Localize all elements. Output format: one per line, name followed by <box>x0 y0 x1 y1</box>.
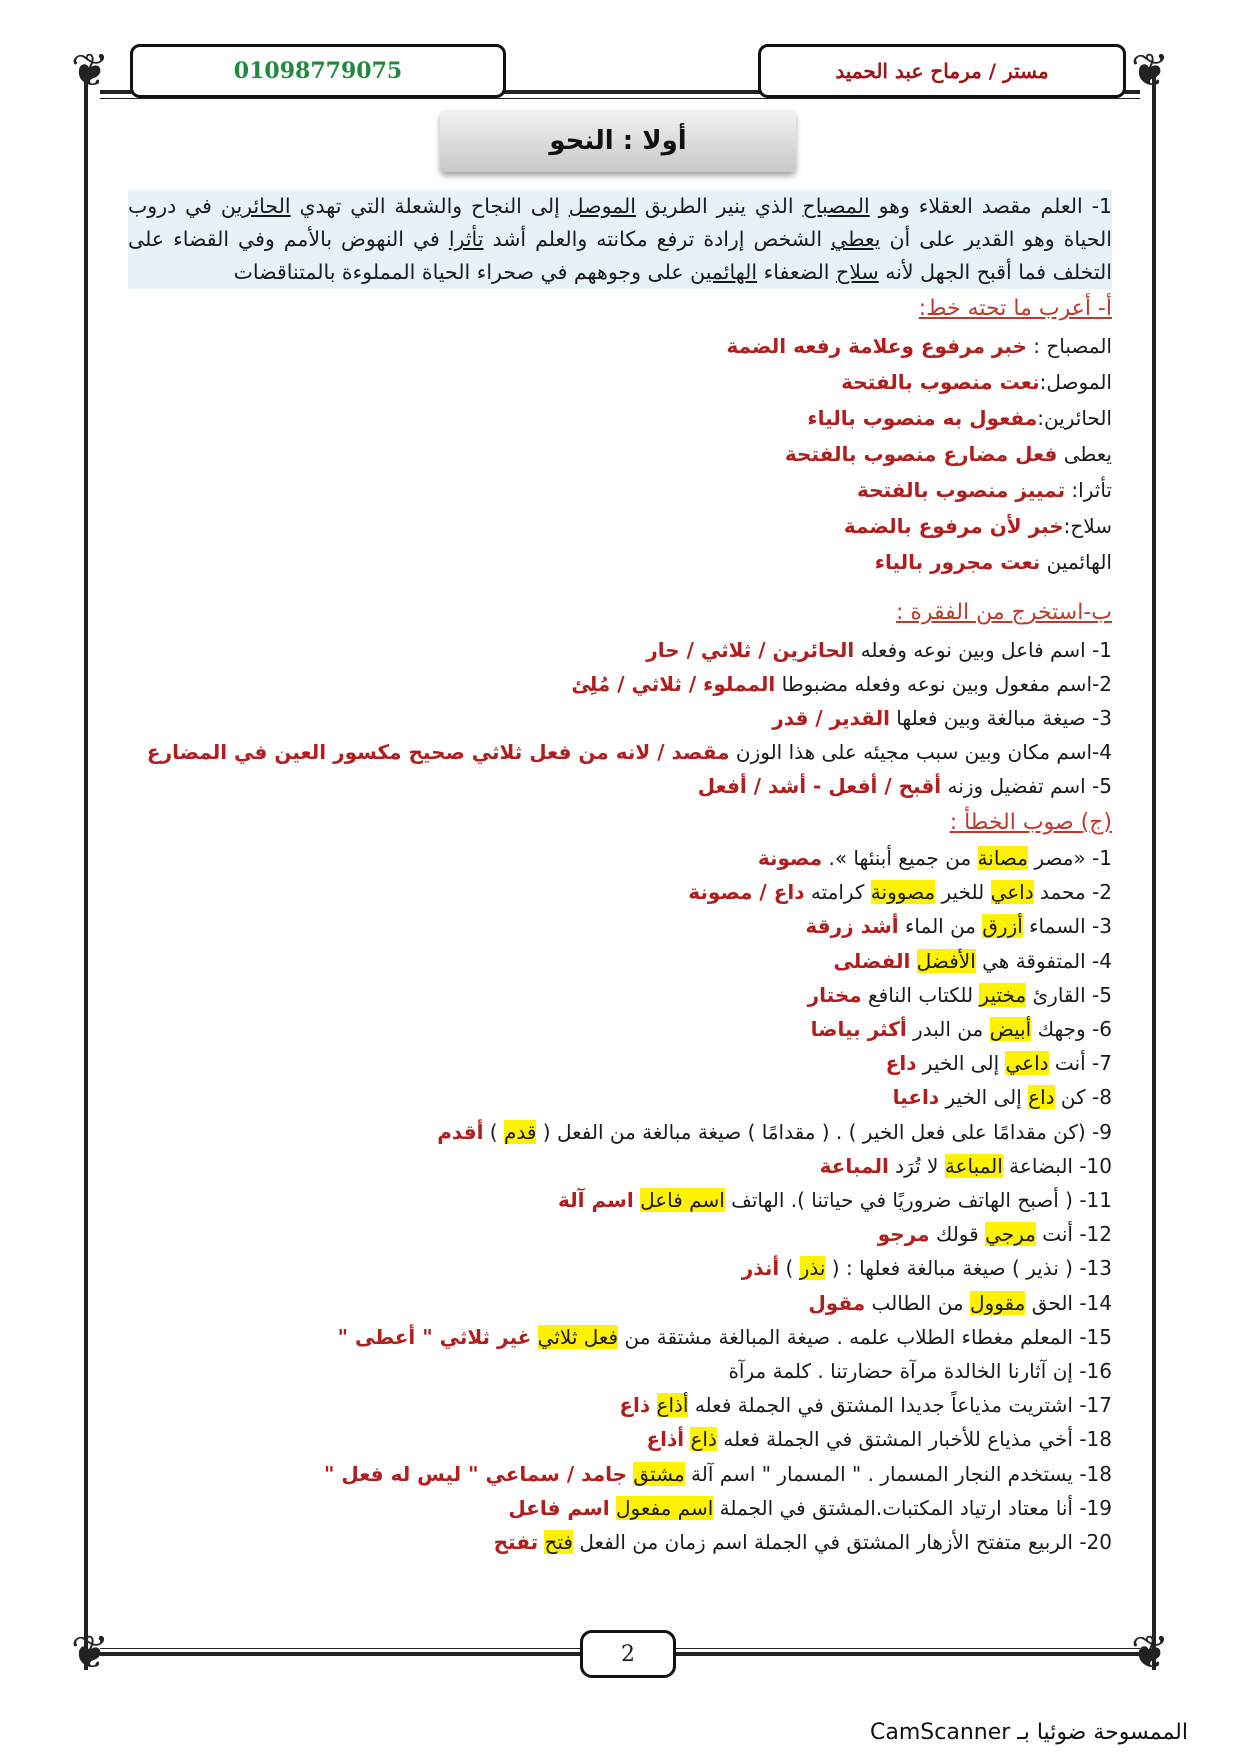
highlighted-word: اسم فاعل <box>640 1188 725 1212</box>
ornament-corner-icon: ❦ <box>70 1625 110 1679</box>
correction-text <box>650 1393 656 1417</box>
correction-text: من جميع أبنئها ». <box>822 846 978 870</box>
frame-top-inner-border <box>100 98 1140 99</box>
extract-item <box>128 634 1112 666</box>
highlighted-word: الأفضل <box>916 948 976 973</box>
correction-text: للكتاب النافع <box>861 982 980 1007</box>
section-c-heading: (ج) صوب الخطأ : <box>949 810 1112 835</box>
correction-text: 20- الربيع متفتح الأزهار المشتق في الجملة اسم زمان من الفعل <box>572 1530 1112 1554</box>
correction-text: 15- المعلم مغطاء الطلاب علمه . صيغة المبالغة مشتقة من <box>618 1324 1112 1349</box>
correction-item <box>128 1116 1112 1148</box>
correction-text: 18- يستخدم النجار المسمار . " المسمار " اسم آلة <box>684 1461 1112 1486</box>
correction-item <box>128 1526 1112 1558</box>
extract-answer: الحائرين / ثلاثي / حار <box>646 638 855 662</box>
underlined-word: المصباح <box>802 194 870 218</box>
correction-answer: أقدم <box>437 1119 484 1144</box>
ornament-corner-icon: ❦ <box>70 43 110 97</box>
correction-item <box>128 1218 1112 1250</box>
correction-answer: داع <box>885 1051 917 1076</box>
highlighted-word: أزرق <box>982 914 1023 939</box>
extract-item <box>128 770 1112 802</box>
extract-question: 2-اسم مفعول وبين نوعه وفعله مضبوطا <box>775 672 1112 696</box>
highlighted-word: قدم <box>503 1119 537 1144</box>
correction-item <box>128 1389 1112 1421</box>
highlighted-word: أذاع <box>656 1393 689 1418</box>
parse-answer: خبر لأن مرفوع بالضمة <box>843 514 1064 538</box>
parse-word: الموصل: <box>1039 370 1112 394</box>
parse-item <box>128 402 1112 434</box>
correction-text: 17- اشتريت مذياعاً جديدا المشتق في الجملة فعله <box>688 1393 1112 1418</box>
underlined-word: سلاح <box>836 260 879 284</box>
parse-word: سلاح: <box>1063 514 1112 538</box>
highlighted-word: اسم مفعول <box>615 1495 714 1520</box>
section-a-heading: أ- أعرب ما تحته خط: <box>918 296 1112 321</box>
correction-text: 13- ( نذير ) صيغة مبالغة فعلها : ( <box>825 1256 1112 1281</box>
underlined-word: الحائرين <box>220 194 291 218</box>
correction-item <box>128 1492 1112 1524</box>
correction-answer: الفضلى <box>833 948 911 973</box>
parse-item <box>128 438 1112 470</box>
highlighted-word: المباعة <box>944 1153 1003 1178</box>
correction-answer: اسم آلة <box>558 1188 634 1212</box>
page-title-text: أولا : النحو <box>549 126 687 156</box>
highlighted-word: فتح <box>544 1530 573 1554</box>
scanner-watermark: الممسوحة ضوئيا بـ CamScanner <box>870 1720 1188 1745</box>
parse-item <box>128 474 1112 506</box>
correction-item <box>128 979 1112 1011</box>
correction-answer: أذاع <box>646 1427 685 1452</box>
correction-text: 4- المتفوقة هي <box>975 948 1112 973</box>
correction-text: ) <box>483 1119 504 1144</box>
extract-question: 3- صيغة مبالغة وبين فعلها <box>889 706 1112 730</box>
highlighted-word: داع <box>1028 1085 1055 1110</box>
extract-item <box>128 668 1112 700</box>
extract-item <box>128 702 1112 734</box>
frame-right-border <box>1152 70 1156 1670</box>
correction-text: كرامته <box>804 880 871 905</box>
correction-item <box>128 945 1112 977</box>
parse-answer: تمييز منصوب بالفتحة <box>856 478 1066 502</box>
highlighted-word: مصوونة <box>870 880 936 905</box>
correction-text: 3- السماء <box>1022 914 1112 939</box>
correction-text: من البدر <box>906 1017 990 1041</box>
extract-question: 1- اسم فاعل وبين نوعه وفعله <box>854 638 1112 662</box>
correction-text: 1- «مصر <box>1028 846 1112 870</box>
correction-answer: غير ثلاثي " أعطى " <box>337 1324 532 1349</box>
underlined-word: الموصل <box>568 194 636 218</box>
phone-box <box>130 44 506 98</box>
parse-word: تأثرا: <box>1065 478 1112 502</box>
passage-text: الضعفاء <box>757 260 837 284</box>
correction-answer: أكثر بياضا <box>810 1017 907 1041</box>
correction-text: 14- الحق <box>1025 1290 1112 1315</box>
extract-item <box>128 736 1112 768</box>
correction-answer: مصونة <box>757 846 823 870</box>
correction-text: 10- البضاعة <box>1002 1153 1112 1178</box>
section-b-heading: ب-استخرج من الفقرة : <box>895 600 1112 625</box>
correction-item <box>128 1423 1112 1455</box>
page-number: 2 <box>621 1641 635 1667</box>
correction-item <box>128 1150 1112 1182</box>
correction-text: 5- القارئ <box>1026 982 1112 1007</box>
ornament-corner-icon: ❦ <box>1130 1625 1170 1679</box>
highlighted-word: ذاع <box>690 1427 717 1452</box>
correction-answer: مختار <box>807 982 862 1007</box>
highlighted-word: نذر <box>799 1256 826 1281</box>
highlighted-word: فعل ثلاثي <box>537 1324 619 1349</box>
correction-answer: اسم فاعل <box>508 1495 610 1520</box>
correction-text: من الماء <box>898 914 983 939</box>
extract-answer: القدير / قدر <box>772 706 890 730</box>
correction-text: 16- إن آثارنا الخالدة مرآة حضارتنا . كلمة مرآة <box>728 1359 1112 1383</box>
correction-answer: جامد / سماعي " ليس له فعل " <box>323 1461 628 1486</box>
parse-word: الهائمين <box>1040 550 1112 574</box>
parse-answer: نعت منصوب بالفتحة <box>841 370 1040 394</box>
correction-answer: أنذر <box>741 1256 780 1281</box>
passage-text: 1- العلم مقصد العقلاء وهو <box>869 194 1113 218</box>
correction-answer: داعيا <box>892 1085 940 1110</box>
correction-item <box>128 1458 1112 1490</box>
correction-text: للخير <box>935 880 991 905</box>
correction-item <box>128 1252 1112 1284</box>
ornament-corner-icon: ❦ <box>1130 43 1170 97</box>
correction-item <box>128 876 1112 908</box>
correction-text: لا تُرَد <box>888 1153 945 1178</box>
passage-paragraph <box>128 190 1112 289</box>
highlighted-word: داعي <box>990 880 1034 905</box>
extract-question: 4-اسم مكان وبين سبب مجيئه على هذا الوزن <box>729 740 1112 764</box>
passage-text: إلى النجاح والشعلة التي تهدي <box>290 194 569 218</box>
extract-answer: أقبح / أفعل - أشد / أفعل <box>697 774 942 798</box>
underlined-word: يعطي <box>831 227 881 251</box>
parse-word: يعطى <box>1057 442 1112 466</box>
parse-answer: نعت مجرور بالياء <box>874 550 1041 574</box>
correction-item <box>128 842 1112 874</box>
correction-item <box>128 910 1112 942</box>
highlighted-word: مصانة <box>977 846 1028 870</box>
parse-word: الحائرين: <box>1037 406 1112 430</box>
correction-text: 9- (كن مقدامًا على فعل الخير ) . ( مقدامًا ) صيغة مبالغة من الفعل ( <box>536 1119 1112 1144</box>
correction-text: 18- أخي مذياع للأخبار المشتق في الجملة فعله <box>716 1427 1112 1452</box>
correction-text <box>531 1325 537 1349</box>
passage-text: الشخص إرادة ترفع مكانته والعلم أشد <box>483 227 832 251</box>
underlined-word: تأثرا <box>448 227 484 251</box>
parse-answer: فعل مضارع منصوب بالفتحة <box>784 442 1058 466</box>
highlighted-word: مقوول <box>970 1290 1026 1315</box>
correction-item <box>128 1013 1112 1045</box>
teacher-name-box <box>758 44 1126 98</box>
parse-answer: خبر مرفوع وعلامة رفعه الضمة <box>726 334 1027 358</box>
correction-answer: ذاع <box>619 1393 651 1418</box>
extract-answer: المملوء / ثلاثي / مُلِئ <box>571 672 776 696</box>
parse-item <box>128 546 1112 578</box>
correction-answer: المباعة <box>819 1153 889 1178</box>
highlighted-word: داعي <box>1005 1051 1049 1076</box>
correction-item <box>128 1321 1112 1353</box>
correction-text <box>910 949 916 973</box>
correction-answer: مرجو <box>877 1222 930 1247</box>
underlined-word: الهائمين <box>690 260 758 284</box>
correction-text: 8- كن <box>1054 1085 1112 1110</box>
parse-item <box>128 366 1112 398</box>
parse-answer: مفعول به منصوب بالياء <box>807 406 1038 430</box>
passage-text: الذي ينير الطريق <box>635 194 803 218</box>
correction-text: ) <box>779 1256 800 1281</box>
correction-answer: تفتح <box>493 1530 539 1554</box>
phone-number: 01098779075 <box>233 58 403 84</box>
passage-text: على وجوههم في صحراء الحياة المملوءة بالمتناقضات <box>233 260 691 284</box>
highlighted-word: مرجي <box>985 1222 1036 1247</box>
correction-text: إلى الخير <box>916 1051 1006 1076</box>
passage-text: في دروب الحياة وهو القدير على أن <box>128 194 1112 251</box>
correction-item <box>128 1184 1112 1216</box>
frame-left-border <box>84 70 88 1670</box>
extract-question: 5- اسم تفضيل وزنه <box>941 774 1112 798</box>
correction-answer: داع / مصونة <box>688 880 805 905</box>
correction-item <box>128 1355 1112 1387</box>
highlighted-word: مشتق <box>633 1461 685 1486</box>
correction-text: 19- أنا معتاد ارتياد المكتبات.المشتق في الجملة <box>713 1495 1112 1520</box>
correction-answer: أشد زرقة <box>805 914 899 939</box>
teacher-name: مستر / مرماح عبد الحميد <box>835 59 1049 83</box>
correction-text: 11- ( أصبح الهاتف ضروريًا في حياتنا ). الهاتف <box>724 1188 1112 1212</box>
correction-answer: مقول <box>808 1290 866 1315</box>
correction-text: إلى الخير <box>939 1085 1029 1110</box>
correction-item <box>128 1047 1112 1079</box>
parse-item <box>128 330 1112 362</box>
correction-text: 6- وجهك <box>1031 1017 1112 1041</box>
parse-word: المصباح : <box>1026 334 1112 358</box>
correction-text: من الطالب <box>865 1290 971 1315</box>
correction-item <box>128 1081 1112 1113</box>
correction-text: 12- أنت <box>1035 1222 1112 1247</box>
passage-text: في النهوض بالأمم وفي القضاء على التخلف فما أقبح الجهل لأنه <box>128 227 1112 284</box>
extract-answer: مقصد / لانه من فعل ثلاثي صحيح مكسور العين في المضارع <box>146 740 730 764</box>
correction-text: 7- أنت <box>1048 1051 1112 1076</box>
page-number-box <box>580 1630 676 1678</box>
correction-text: قولك <box>929 1222 986 1247</box>
highlighted-word: أبيض <box>989 1017 1032 1041</box>
parse-item <box>128 510 1112 542</box>
correction-item <box>128 1287 1112 1319</box>
highlighted-word: مختير <box>979 982 1027 1007</box>
correction-text: 2- محمد <box>1033 880 1112 905</box>
page-title <box>440 110 796 172</box>
